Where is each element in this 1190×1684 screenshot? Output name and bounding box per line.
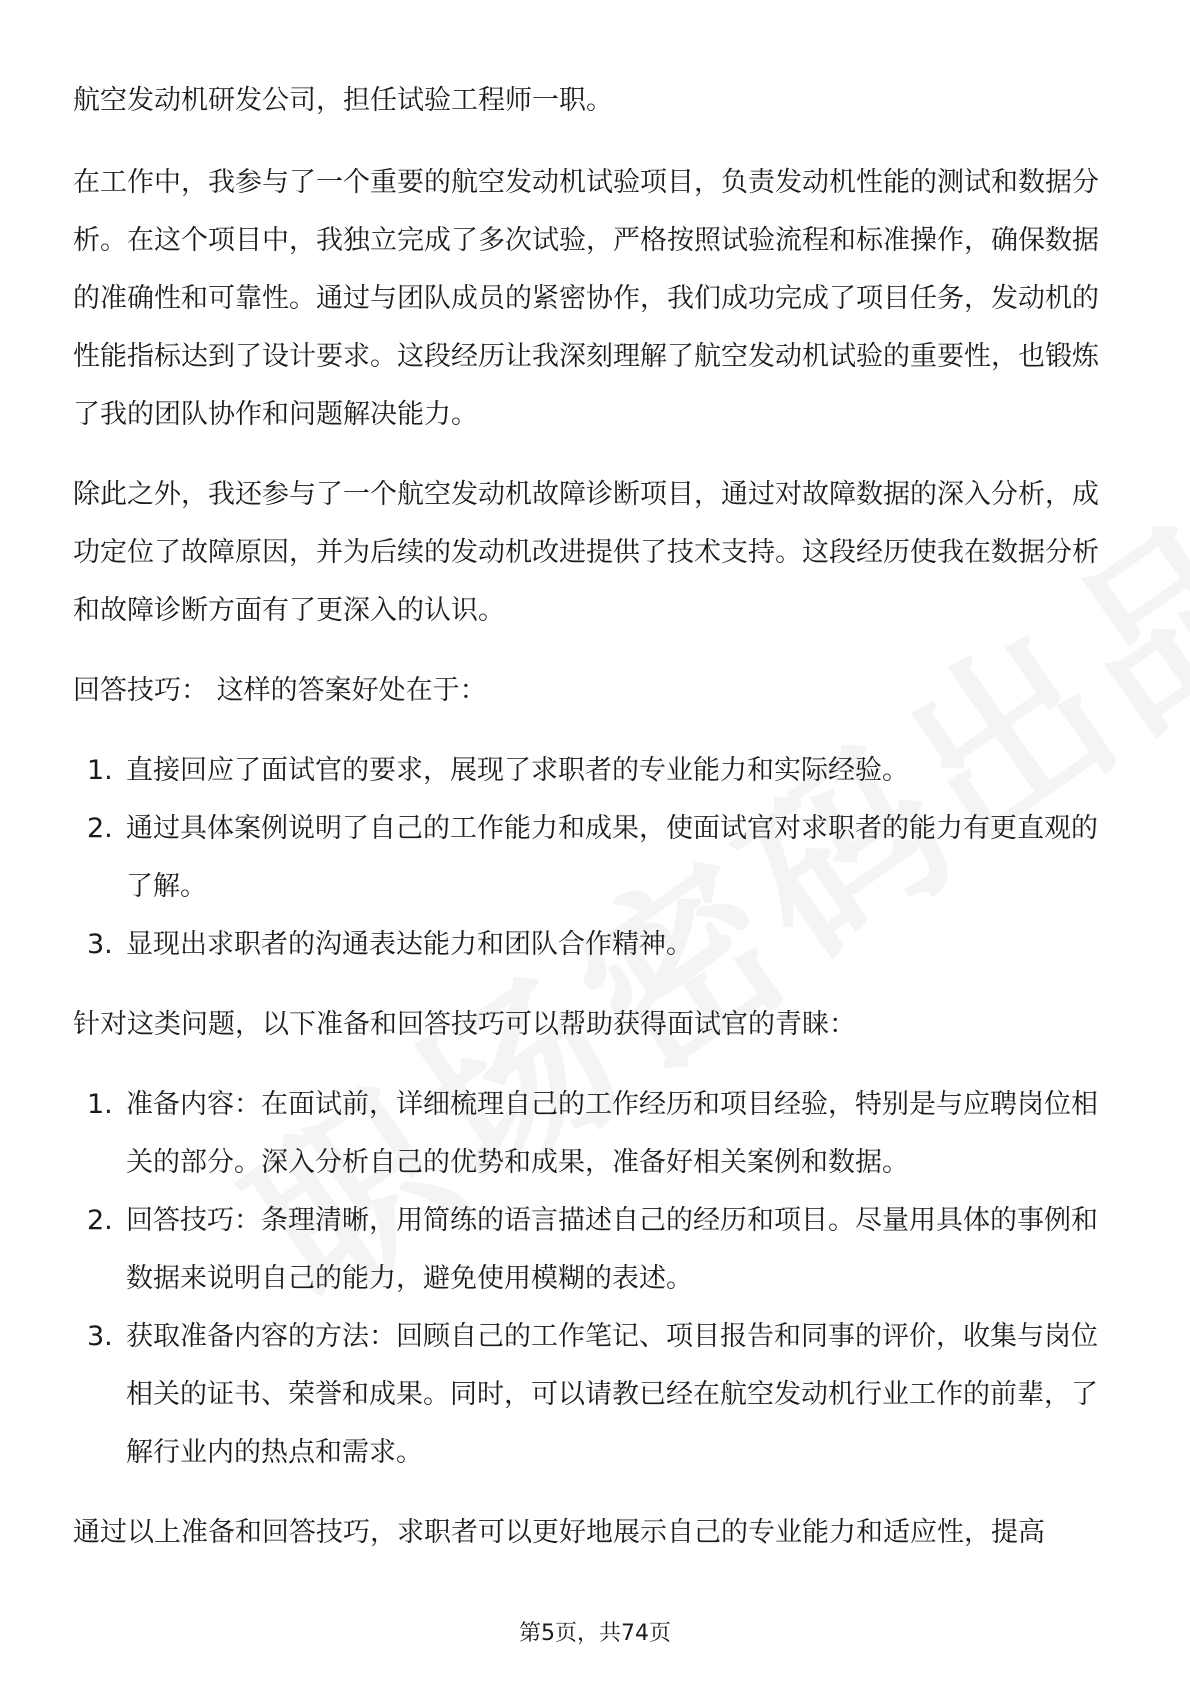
list-item [73,916,1118,974]
prep-intro: 针对这类问题，以下准备和回答技巧可以帮助获得面试官的青睐： [73,1009,856,1040]
page-number: 第5页，共74页 [519,1621,671,1646]
document-body [73,72,1118,1584]
list-item-text: 准备内容：在面试前，详细梳理自己的工作经历和项目经验，特别是与应聘岗位相关的部分。深入分析自己的优势和成果，准备好相关案例和数据。 [126,1089,1098,1178]
list-item-number: 1. [87,755,113,786]
list-item [73,1308,1118,1482]
list-item-text: 获取准备内容的方法：回顾自己的工作笔记、项目报告和同事的评价，收集与岗位相关的证书、荣誉和成果。同时，可以请教已经在航空发动机行业工作的前辈，了解行业内的热点和需求。 [126,1321,1098,1468]
list-item [73,1076,1118,1192]
prep-list [73,1076,1118,1482]
list-item [73,742,1118,800]
list-item-text: 回答技巧：条理清晰，用简练的语言描述自己的经历和项目。尽量用具体的事例和数据来说明自己的能力，避免使用模糊的表述。 [126,1205,1098,1294]
paragraph-closing: 通过以上准备和回答技巧，求职者可以更好地展示自己的专业能力和适应性，提高 [73,1517,1045,1548]
tips-intro: 回答技巧： 这样的答案好处在于： [73,675,487,706]
list-item-text: 直接回应了面试官的要求，展现了求职者的专业能力和实际经验。 [126,755,909,786]
list-item-number: 3. [87,929,113,960]
list-item-text: 显现出求职者的沟通表达能力和团队合作精神。 [126,929,693,960]
list-item [73,800,1118,916]
paragraph-work-experience: 在工作中，我参与了一个重要的航空发动机试验项目，负责发动机性能的测试和数据分析。在这个项目中，我独立完成了多次试验，严格按照试验流程和标准操作，确保数据的准确性和可靠性。通过与团队成员的紧密协作，我们成功完成了项目任务，发动机的性能指标达到了设计要求。这段经历让我深刻理解了航空发动机试验的重要性，也锻炼了我的团队协作和问题解决能力。 [73,167,1099,430]
paragraph-intro: 航空发动机研发公司，担任试验工程师一职。 [73,85,613,116]
list-item-number: 2. [87,1205,113,1236]
paragraph-fault-diagnosis: 除此之外，我还参与了一个航空发动机故障诊断项目，通过对故障数据的深入分析，成功定位了故障原因，并为后续的发动机改进提供了技术支持。这段经历使我在数据分析和故障诊断方面有了更深入的认识。 [73,479,1099,626]
list-item-number: 1. [87,1089,113,1120]
list-item-number: 2. [87,813,113,844]
list-item-number: 3. [87,1321,113,1352]
tips-list [73,742,1118,974]
list-item-text: 通过具体案例说明了自己的工作能力和成果，使面试官对求职者的能力有更直观的了解。 [126,813,1098,902]
list-item [73,1192,1118,1308]
